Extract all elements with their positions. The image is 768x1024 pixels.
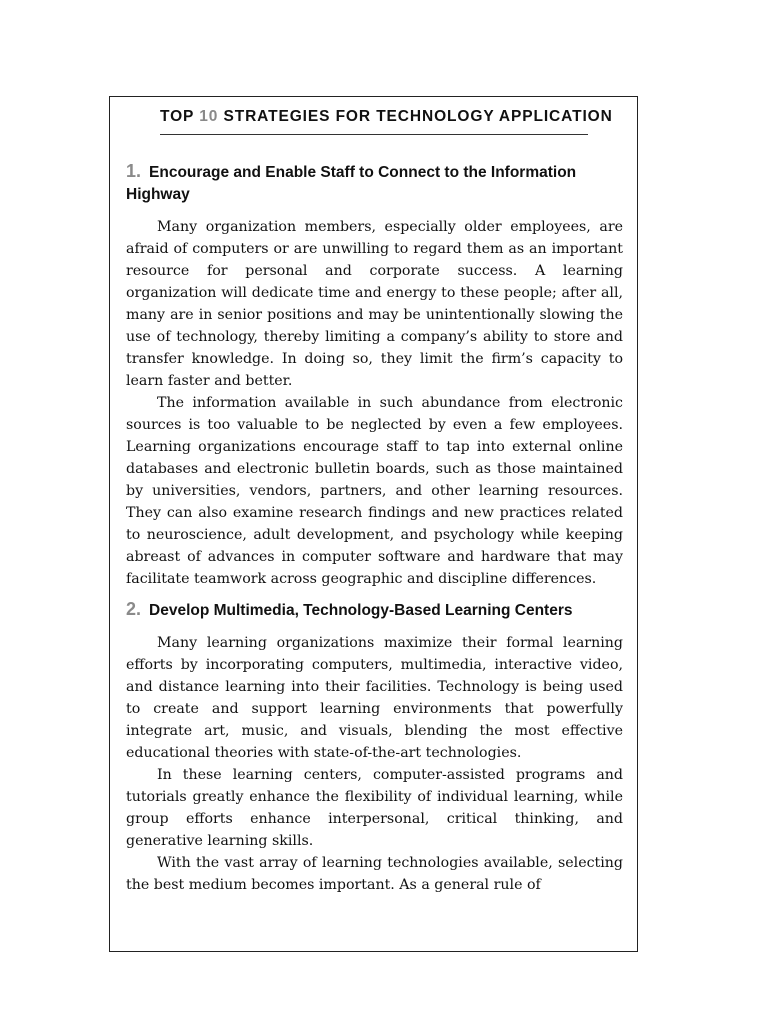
page-content <box>126 160 623 896</box>
section-1-number: 1. <box>126 161 142 181</box>
section-2-paragraph-2: In these learning centers, computer-assisted programs and tutorials greatly enhance the flexibility of individual learning, while group efforts enhance interpersonal, critical thinking, and generative learning skills. <box>126 767 623 849</box>
section-1-paragraph-1: Many organization members, especially older employees, are afraid of computers or are unwilling to regard them as an important resource for personal and corporate success. A learning organization will dedicate time and energy to these people; after all, many are in senior positions and may be unintentionally slowing the use of technology, thereby limiting a company’s ability to store and transfer knowledge. In doing so, they limit the firm’s capacity to learn faster and better. <box>126 219 623 389</box>
section-2-number: 2. <box>126 599 142 619</box>
section-2-title: Develop Multimedia, Technology-Based Learning Centers <box>149 602 573 619</box>
running-head-prefix: TOP <box>160 108 200 125</box>
running-head <box>160 108 640 126</box>
section-2-paragraph-3: With the vast array of learning technologies available, selecting the best medium becomes important. As a general rule of <box>126 855 623 893</box>
section-1-title: Encourage and Enable Staff to Connect to the Information Highway <box>126 164 577 203</box>
section-2-paragraph-1: Many learning organizations maximize their formal learning efforts by incorporating computers, multimedia, interactive video, and distance learning into their facilities. Technology is being used to create and support learning environments that powerfully integrate art, music, and visuals, blending the most effective educational theories with state-of-the-art technologies. <box>126 635 623 761</box>
running-head-suffix: STRATEGIES FOR TECHNOLOGY APPLICATION <box>218 108 613 125</box>
section-2-heading <box>126 598 623 622</box>
header-rule <box>160 134 588 135</box>
section-1-heading <box>126 160 623 206</box>
running-head-number: 10 <box>199 108 219 125</box>
section-1-paragraph-2: The information available in such abundance from electronic sources is too valuable to be neglected by even a few employees. Learning organizations encourage staff to tap into external online databases and electronic bulletin boards, such as those maintained by universities, vendors, partners, and other learning resources. They can also examine research findings and new practices related to neuroscience, adult development, and psychology while keeping abreast of advances in computer software and hardware that may facilitate teamwork across geographic and discipline differences. <box>126 395 623 587</box>
